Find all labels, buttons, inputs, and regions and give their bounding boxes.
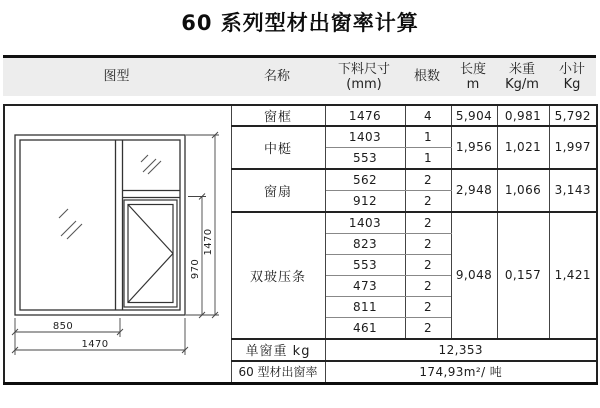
section-kg-per-m: 0,981	[497, 105, 549, 126]
glass-hatch-icon	[141, 155, 161, 174]
col-header-name: 名称	[263, 69, 290, 85]
cut-count: 2	[405, 318, 451, 339]
cut-count: 1	[405, 148, 451, 169]
cut-size: 562	[325, 169, 405, 191]
section-name: 中梃	[231, 126, 325, 169]
cut-count: 2	[405, 212, 451, 234]
sash-swing-icon	[128, 205, 173, 254]
dim-total-width: 1470	[81, 339, 109, 350]
casement-sash	[124, 200, 177, 307]
cut-size: 461	[325, 318, 405, 339]
section-length: 5,904	[451, 105, 497, 126]
cutting-list-table	[3, 104, 598, 385]
glass-hatch-icon	[59, 209, 82, 239]
cut-count: 2	[405, 255, 451, 276]
rate-value: 174,93m²/ 吨	[325, 361, 597, 384]
sash-swing-icon	[128, 254, 173, 303]
cut-size: 553	[325, 255, 405, 276]
section-length: 2,948	[451, 169, 497, 212]
window-weight-value: 12,353	[325, 339, 597, 361]
section-length: 1,956	[451, 126, 497, 169]
dim-sash-height: 970	[190, 258, 201, 280]
window-weight-label: 单窗重 kg	[231, 339, 325, 361]
rate-label: 60 型材出窗率	[231, 361, 325, 384]
cut-size: 912	[325, 191, 405, 212]
cut-size: 1476	[325, 105, 405, 126]
section-length: 9,048	[451, 212, 497, 339]
col-header-pieces: 根数	[413, 69, 440, 85]
section-subtotal: 1,421	[549, 212, 597, 339]
col-header-figure: 图型	[103, 69, 130, 85]
section-subtotal: 3,143	[549, 169, 597, 212]
cut-count: 4	[405, 105, 451, 126]
cut-count: 2	[405, 276, 451, 297]
dim-left-width: 850	[52, 321, 74, 332]
col-header-subtotal: 小计 Kg	[558, 61, 585, 92]
col-header-length: 长度 m	[459, 61, 486, 92]
page-title: 60 系列型材出窗率计算	[181, 11, 419, 35]
cut-size: 553	[325, 148, 405, 169]
cut-size: 1403	[325, 126, 405, 148]
window-drawing-svg	[5, 106, 232, 382]
section-name: 窗框	[231, 105, 325, 126]
cut-count: 2	[405, 191, 451, 212]
cut-count: 2	[405, 234, 451, 255]
section-subtotal: 5,792	[549, 105, 597, 126]
table-header-row	[3, 55, 596, 96]
cut-count: 2	[405, 169, 451, 191]
window-elevation-drawing	[5, 106, 232, 382]
section-kg-per-m: 1,066	[497, 169, 549, 212]
cut-size: 473	[325, 276, 405, 297]
cut-size: 823	[325, 234, 405, 255]
section-kg-per-m: 1,021	[497, 126, 549, 169]
cut-count: 2	[405, 297, 451, 318]
cut-size: 811	[325, 297, 405, 318]
section-name: 窗扇	[231, 169, 325, 212]
cut-count: 1	[405, 126, 451, 148]
window-diagram-cell	[4, 105, 231, 384]
section-kg-per-m: 0,157	[497, 212, 549, 339]
col-header-cut-size: 下料尺寸 (mm)	[337, 61, 390, 92]
dim-total-height: 1470	[203, 228, 214, 256]
section-name: 双玻压条	[231, 212, 325, 339]
cut-size: 1403	[325, 212, 405, 234]
section-subtotal: 1,997	[549, 126, 597, 169]
col-header-meter-weight: 米重 Kg/m	[505, 61, 539, 92]
table-row	[4, 105, 597, 126]
